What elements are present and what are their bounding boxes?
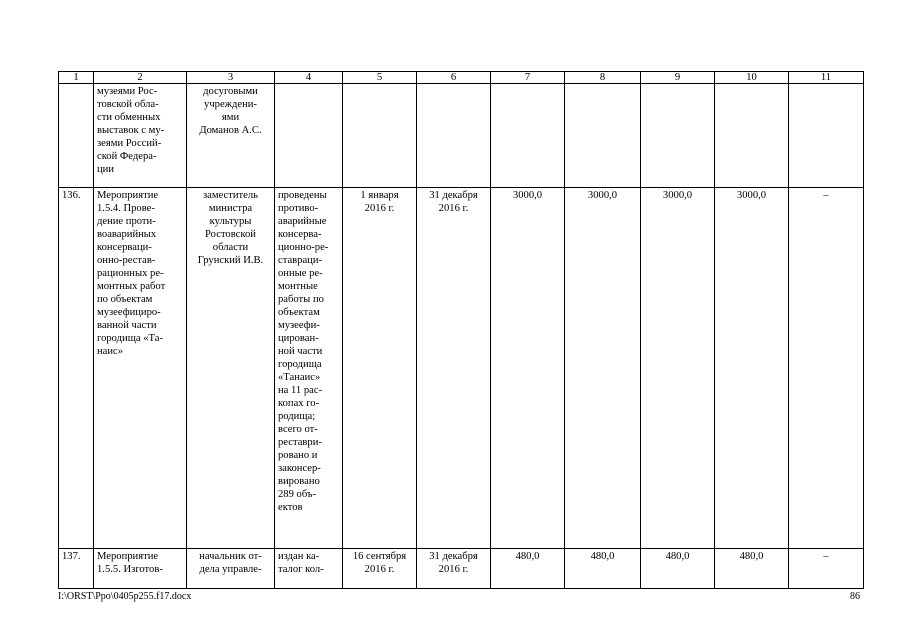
cell-line: выставок с му- bbox=[97, 125, 165, 136]
table-cell-col9: 3000,0 bbox=[641, 188, 715, 549]
table-cell-col10: 480,0 bbox=[715, 549, 789, 589]
cell-line: Мероприятие bbox=[97, 551, 159, 562]
cell-line: 1.5.5. Изготов- bbox=[97, 564, 163, 575]
col-header: 8 bbox=[565, 72, 641, 84]
cell-line: рационных ре- bbox=[97, 268, 164, 279]
cell-line: монтных работ bbox=[97, 281, 166, 292]
col-header: 1 bbox=[59, 72, 94, 84]
col-header: 5 bbox=[343, 72, 417, 84]
cell-line: 2016 г. bbox=[364, 203, 395, 214]
cell-line: начальник от- bbox=[199, 551, 262, 562]
cell-line: зеями Россий- bbox=[97, 138, 162, 149]
cell-line: консерва- bbox=[278, 229, 322, 240]
table-cell-col6 bbox=[417, 188, 491, 549]
col-header: 3 bbox=[187, 72, 275, 84]
footer-file-path: I:\ORST\Ppo\0405p255.f17.docx bbox=[58, 591, 192, 602]
table-cell-col4 bbox=[275, 188, 343, 549]
cell-line: аварийные bbox=[278, 216, 327, 227]
col-header: 4 bbox=[275, 72, 343, 84]
cell-line: городища bbox=[278, 359, 322, 370]
cell-line: издан ка- bbox=[278, 551, 320, 562]
table-cell-col5 bbox=[343, 84, 417, 188]
table-cell-col7: 3000,0 bbox=[491, 188, 565, 549]
cell-line: заместитель bbox=[202, 190, 258, 201]
footer-page-number: 86 bbox=[850, 591, 860, 602]
col-header: 10 bbox=[715, 72, 789, 84]
table-cell-col8: 480,0 bbox=[565, 549, 641, 589]
cell-line: онные ре- bbox=[278, 268, 323, 279]
cell-line: 16 сентября bbox=[352, 551, 407, 562]
table-cell-col8: 3000,0 bbox=[565, 188, 641, 549]
cell-line: дела управле- bbox=[199, 564, 262, 575]
cell-line: дение проти- bbox=[97, 216, 156, 227]
cell-line: ставраци- bbox=[278, 255, 323, 266]
cell-line: наис» bbox=[97, 346, 124, 357]
table-row bbox=[59, 549, 864, 589]
table-cell-col7: 480,0 bbox=[491, 549, 565, 589]
cell-line: цирован- bbox=[278, 333, 319, 344]
cell-line: 136. bbox=[62, 190, 81, 201]
cell-line: ванной части bbox=[97, 320, 157, 331]
table-cell-col4 bbox=[275, 84, 343, 188]
table-cell-col9 bbox=[641, 84, 715, 188]
col-header: 2 bbox=[94, 72, 187, 84]
table-cell-col11: – bbox=[789, 188, 864, 549]
table-cell-col6 bbox=[417, 549, 491, 589]
cell-line: 289 объ- bbox=[278, 489, 316, 500]
cell-line: реставри- bbox=[278, 437, 322, 448]
col-header: 7 bbox=[491, 72, 565, 84]
cell-line: ной части bbox=[278, 346, 323, 357]
cell-line: работы по bbox=[278, 294, 324, 305]
cell-line: 1 января bbox=[360, 190, 399, 201]
col-header: 9 bbox=[641, 72, 715, 84]
cell-line: 137. bbox=[62, 551, 81, 562]
table-row bbox=[59, 188, 864, 549]
cell-line: культуры bbox=[209, 216, 252, 227]
header-row bbox=[59, 72, 864, 84]
cell-line: министра bbox=[208, 203, 253, 214]
cell-line: объектам bbox=[278, 307, 320, 318]
cell-line: по объектам bbox=[97, 294, 153, 305]
table-cell-col6 bbox=[417, 84, 491, 188]
table-row bbox=[59, 84, 864, 188]
cell-line: всего от- bbox=[278, 424, 318, 435]
table-cell-col3 bbox=[187, 188, 275, 549]
cell-line: ровано и bbox=[278, 450, 318, 461]
table-cell-col1 bbox=[59, 188, 94, 549]
table-cell-col10: 3000,0 bbox=[715, 188, 789, 549]
cell-line: копах го- bbox=[278, 398, 320, 409]
table-cell-col10 bbox=[715, 84, 789, 188]
table-cell-col2 bbox=[94, 188, 187, 549]
cell-line: области bbox=[212, 242, 249, 253]
cell-line: музеями Рос- bbox=[97, 86, 158, 97]
cell-line: ции bbox=[97, 164, 115, 175]
table-cell-col2 bbox=[94, 84, 187, 188]
cell-line: 2016 г. bbox=[438, 564, 469, 575]
cell-line: музеефициро- bbox=[97, 307, 161, 318]
cell-line: Доманов А.С. bbox=[199, 125, 262, 136]
col-header: 11 bbox=[789, 72, 864, 84]
table-cell-col2 bbox=[94, 549, 187, 589]
cell-line: досуговыми bbox=[203, 86, 258, 97]
cell-line: городища «Та- bbox=[97, 333, 163, 344]
cell-line: онно-рестав- bbox=[97, 255, 156, 266]
data-table bbox=[58, 71, 864, 589]
cell-line: сти обменных bbox=[97, 112, 161, 123]
cell-line: вировано bbox=[278, 476, 320, 487]
cell-line: 31 декабря bbox=[429, 551, 478, 562]
cell-line: противо- bbox=[278, 203, 319, 214]
cell-line: 2016 г. bbox=[438, 203, 469, 214]
table-cell-col8 bbox=[565, 84, 641, 188]
cell-line: Грунский И.В. bbox=[197, 255, 264, 266]
cell-line: ектов bbox=[278, 502, 303, 513]
cell-line: консерваци- bbox=[97, 242, 152, 253]
cell-line: воаварийных bbox=[97, 229, 157, 240]
cell-line: товской обла- bbox=[97, 99, 159, 110]
table-cell-col1 bbox=[59, 84, 94, 188]
cell-line: 31 декабря bbox=[429, 190, 478, 201]
table-cell-col7 bbox=[491, 84, 565, 188]
table-cell-col11: – bbox=[789, 549, 864, 589]
cell-line: Ростовской bbox=[205, 229, 256, 240]
table-cell-col9: 480,0 bbox=[641, 549, 715, 589]
cell-line: 2016 г. bbox=[364, 564, 395, 575]
cell-line: проведены bbox=[278, 190, 327, 201]
table-cell-col3 bbox=[187, 549, 275, 589]
cell-line: «Танаис» bbox=[278, 372, 321, 383]
cell-line: учреждени- bbox=[204, 99, 257, 110]
table-cell-col3 bbox=[187, 84, 275, 188]
cell-line: ционно-ре- bbox=[278, 242, 329, 253]
table-cell-col5 bbox=[343, 549, 417, 589]
table-cell-col1 bbox=[59, 549, 94, 589]
table-cell-col5 bbox=[343, 188, 417, 549]
cell-line: ями bbox=[221, 112, 240, 123]
col-header: 6 bbox=[417, 72, 491, 84]
cell-line: монтные bbox=[278, 281, 318, 292]
cell-line: 1.5.4. Прове- bbox=[97, 203, 155, 214]
cell-line: на 11 рас- bbox=[278, 385, 323, 396]
cell-line: Мероприятие bbox=[97, 190, 159, 201]
cell-line: родища; bbox=[278, 411, 316, 422]
cell-line: ской Федера- bbox=[97, 151, 157, 162]
table-cell-col4 bbox=[275, 549, 343, 589]
cell-line: музеефи- bbox=[278, 320, 320, 331]
table-cell-col11 bbox=[789, 84, 864, 188]
cell-line: законсер- bbox=[278, 463, 321, 474]
cell-line: талог кол- bbox=[278, 564, 324, 575]
